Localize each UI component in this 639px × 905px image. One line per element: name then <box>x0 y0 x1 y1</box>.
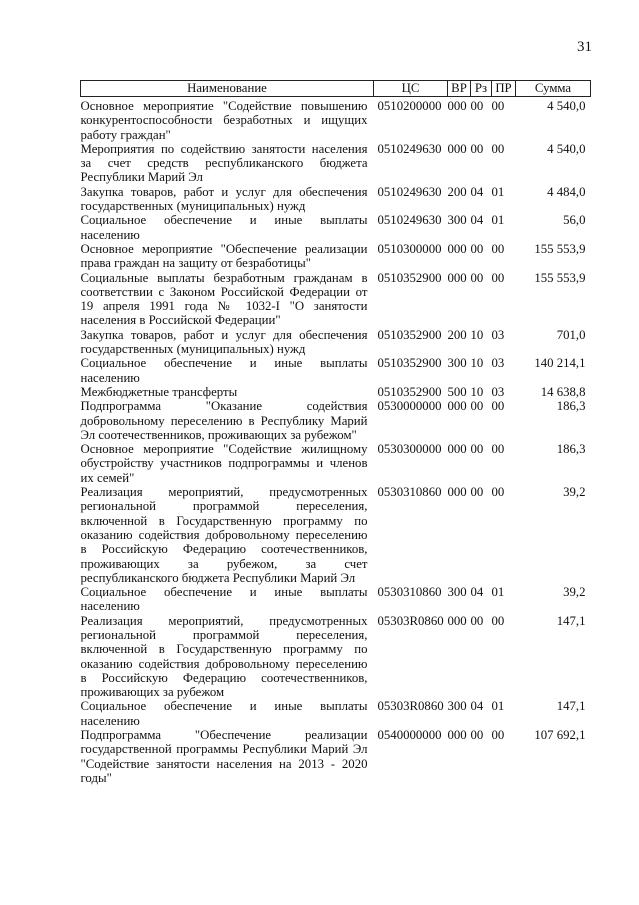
row-rz: 00 <box>470 728 484 743</box>
row-name: Социальные выплаты безработным гражданам в соответствии с Законом Российской Федерации от 19 апреля 1991 года № 1032-I "О занятости населения в Российской Федерации" <box>80 270 368 328</box>
row-cs: 0530300000 <box>377 442 442 457</box>
row-cs: 0510300000 <box>377 241 442 256</box>
table-row <box>81 699 591 728</box>
row-rz: 00 <box>470 141 484 156</box>
row-sum: 155 553,9 <box>534 241 586 256</box>
row-rz: 04 <box>470 585 484 600</box>
header-rz: Рз <box>471 81 492 97</box>
row-sum: 701,0 <box>556 327 586 342</box>
row-vr: 000 <box>447 442 467 457</box>
row-sum: 4 540,0 <box>547 99 586 113</box>
table-row <box>81 614 591 700</box>
table-row <box>81 185 591 214</box>
row-name: Межбюджетные трансферты <box>80 384 238 399</box>
row-sum: 4 540,0 <box>547 141 586 156</box>
row-name: Закупка товаров, работ и услуг для обеспечения государственных (муниципальных) нужд <box>80 184 368 214</box>
table-row <box>81 271 591 328</box>
row-vr: 000 <box>447 141 467 156</box>
table-row <box>81 728 591 785</box>
row-rz: 00 <box>470 485 484 500</box>
row-name: Социальное обеспечение и иные выплаты населению <box>80 585 368 614</box>
row-sum: 14 638,8 <box>540 384 586 399</box>
row-cs: 0530000000 <box>377 399 442 414</box>
header-vr: ВР <box>448 81 471 97</box>
row-pr: 01 <box>491 213 505 228</box>
row-sum: 4 484,0 <box>547 184 586 199</box>
table-row <box>81 485 591 585</box>
row-pr: 03 <box>491 384 505 399</box>
row-rz: 10 <box>470 384 484 399</box>
row-sum: 186,3 <box>556 399 586 414</box>
row-name: Подпрограмма "Оказание содействия добровольному переселению в Республику Марий Эл соотечественников, проживающих за рубежом" <box>80 399 368 442</box>
row-pr: 00 <box>491 485 505 500</box>
header-name: Наименование <box>81 81 374 97</box>
row-sum: 147,1 <box>556 613 586 628</box>
row-pr: 01 <box>491 585 505 600</box>
row-rz: 00 <box>470 241 484 256</box>
row-name: Основное мероприятие "Обеспечение реализации права граждан на защиту от безработицы" <box>80 241 368 271</box>
row-vr: 500 <box>447 384 467 399</box>
row-vr: 000 <box>447 485 467 500</box>
row-cs: 0510249630 <box>377 184 442 199</box>
row-pr: 01 <box>491 184 505 199</box>
row-cs: 0530310860 <box>377 485 442 500</box>
row-cs: 05303R0860 <box>377 613 444 628</box>
page-number: 31 <box>577 39 592 55</box>
table-row <box>81 356 591 385</box>
row-vr: 200 <box>447 327 467 342</box>
row-name: Социальное обеспечение и иные выплаты населению <box>80 213 368 242</box>
row-cs: 0530310860 <box>377 585 442 600</box>
row-sum: 56,0 <box>563 213 586 228</box>
row-pr: 00 <box>491 399 505 414</box>
row-rz: 10 <box>470 356 484 371</box>
row-cs: 0510352900 <box>377 356 442 371</box>
table-row <box>81 97 591 142</box>
row-pr: 00 <box>491 99 505 113</box>
row-cs: 0510352900 <box>377 384 442 399</box>
table-row <box>81 242 591 271</box>
row-cs: 0510200000 <box>377 99 442 113</box>
row-cs: 0510249630 <box>377 141 442 156</box>
row-name: Социальное обеспечение и иные выплаты населению <box>80 356 368 385</box>
row-vr: 300 <box>447 213 467 228</box>
table-row <box>81 328 591 357</box>
row-name: Подпрограмма "Обеспечение реализации государственной программы Республики Марий Эл "Содействие занятости населения на 2013 - 2020 годы" <box>80 728 368 785</box>
row-sum: 155 553,9 <box>534 270 586 285</box>
row-vr: 000 <box>447 728 467 743</box>
table-row <box>81 142 591 185</box>
row-pr: 00 <box>491 270 505 285</box>
header-sum: Сумма <box>516 81 591 97</box>
row-rz: 04 <box>470 184 484 199</box>
row-cs: 0510352900 <box>377 270 442 285</box>
table-header-row <box>81 81 591 97</box>
row-name: Реализация мероприятий, предусмотренных региональной программой переселения, включенной в Государственную программу по оказанию содействия добровольному переселению в Российскую Федерацию соотечественников, проживающих за рубежом, за счет республиканского бюджета Республики Марий Эл <box>80 485 368 585</box>
row-sum: 140 214,1 <box>534 356 586 371</box>
row-rz: 04 <box>470 213 484 228</box>
row-name: Основное мероприятие "Содействие жилищному обустройству участников подпрограммы и членов их семей" <box>80 442 368 485</box>
row-rz: 00 <box>470 442 484 457</box>
row-pr: 00 <box>491 442 505 457</box>
table-row <box>81 442 591 485</box>
row-cs: 0540000000 <box>377 728 442 743</box>
row-sum: 186,3 <box>556 442 586 457</box>
row-vr: 000 <box>447 99 467 113</box>
row-rz: 10 <box>470 327 484 342</box>
row-vr: 200 <box>447 184 467 199</box>
row-name: Основное мероприятие "Содействие повышению конкурентоспособности безработных и ищущих работу граждан" <box>80 99 368 142</box>
row-vr: 000 <box>447 241 467 256</box>
row-sum: 39,2 <box>563 585 586 600</box>
table-row <box>81 385 591 399</box>
row-pr: 01 <box>491 699 505 714</box>
row-name: Социальное обеспечение и иные выплаты населению <box>80 699 368 728</box>
row-pr: 03 <box>491 327 505 342</box>
row-name: Реализация мероприятий, предусмотренных региональной программой переселения, включенной в Государственную программу по оказанию содействия добровольному переселению в Российскую Федерацию соотечественников, проживающих за рубежом <box>80 613 368 700</box>
row-name: Мероприятия по содействию занятости населения за счет средств республиканского бюджета Республики Марий Эл <box>80 141 368 185</box>
row-pr: 00 <box>491 141 505 156</box>
header-pr: ПР <box>492 81 516 97</box>
row-vr: 300 <box>447 699 467 714</box>
row-sum: 147,1 <box>556 699 586 714</box>
row-cs: 05303R0860 <box>377 699 444 714</box>
table-row <box>81 213 591 242</box>
row-pr: 00 <box>491 241 505 256</box>
table-row <box>81 399 591 442</box>
row-vr: 300 <box>447 356 467 371</box>
row-rz: 00 <box>470 99 484 113</box>
row-sum: 39,2 <box>563 485 586 500</box>
row-vr: 300 <box>447 585 467 600</box>
row-pr: 00 <box>491 613 505 628</box>
row-rz: 00 <box>470 613 484 628</box>
row-vr: 000 <box>447 613 467 628</box>
budget-table <box>80 80 591 785</box>
row-sum: 107 692,1 <box>534 728 586 743</box>
row-rz: 00 <box>470 270 484 285</box>
row-vr: 000 <box>447 399 467 414</box>
header-cs: ЦС <box>374 81 448 97</box>
row-rz: 00 <box>470 399 484 414</box>
row-pr: 00 <box>491 728 505 743</box>
row-pr: 03 <box>491 356 505 371</box>
row-cs: 0510352900 <box>377 327 442 342</box>
table-row <box>81 585 591 614</box>
row-name: Закупка товаров, работ и услуг для обеспечения государственных (муниципальных) нужд <box>80 327 368 357</box>
row-vr: 000 <box>447 270 467 285</box>
row-rz: 04 <box>470 699 484 714</box>
row-cs: 0510249630 <box>377 213 442 228</box>
